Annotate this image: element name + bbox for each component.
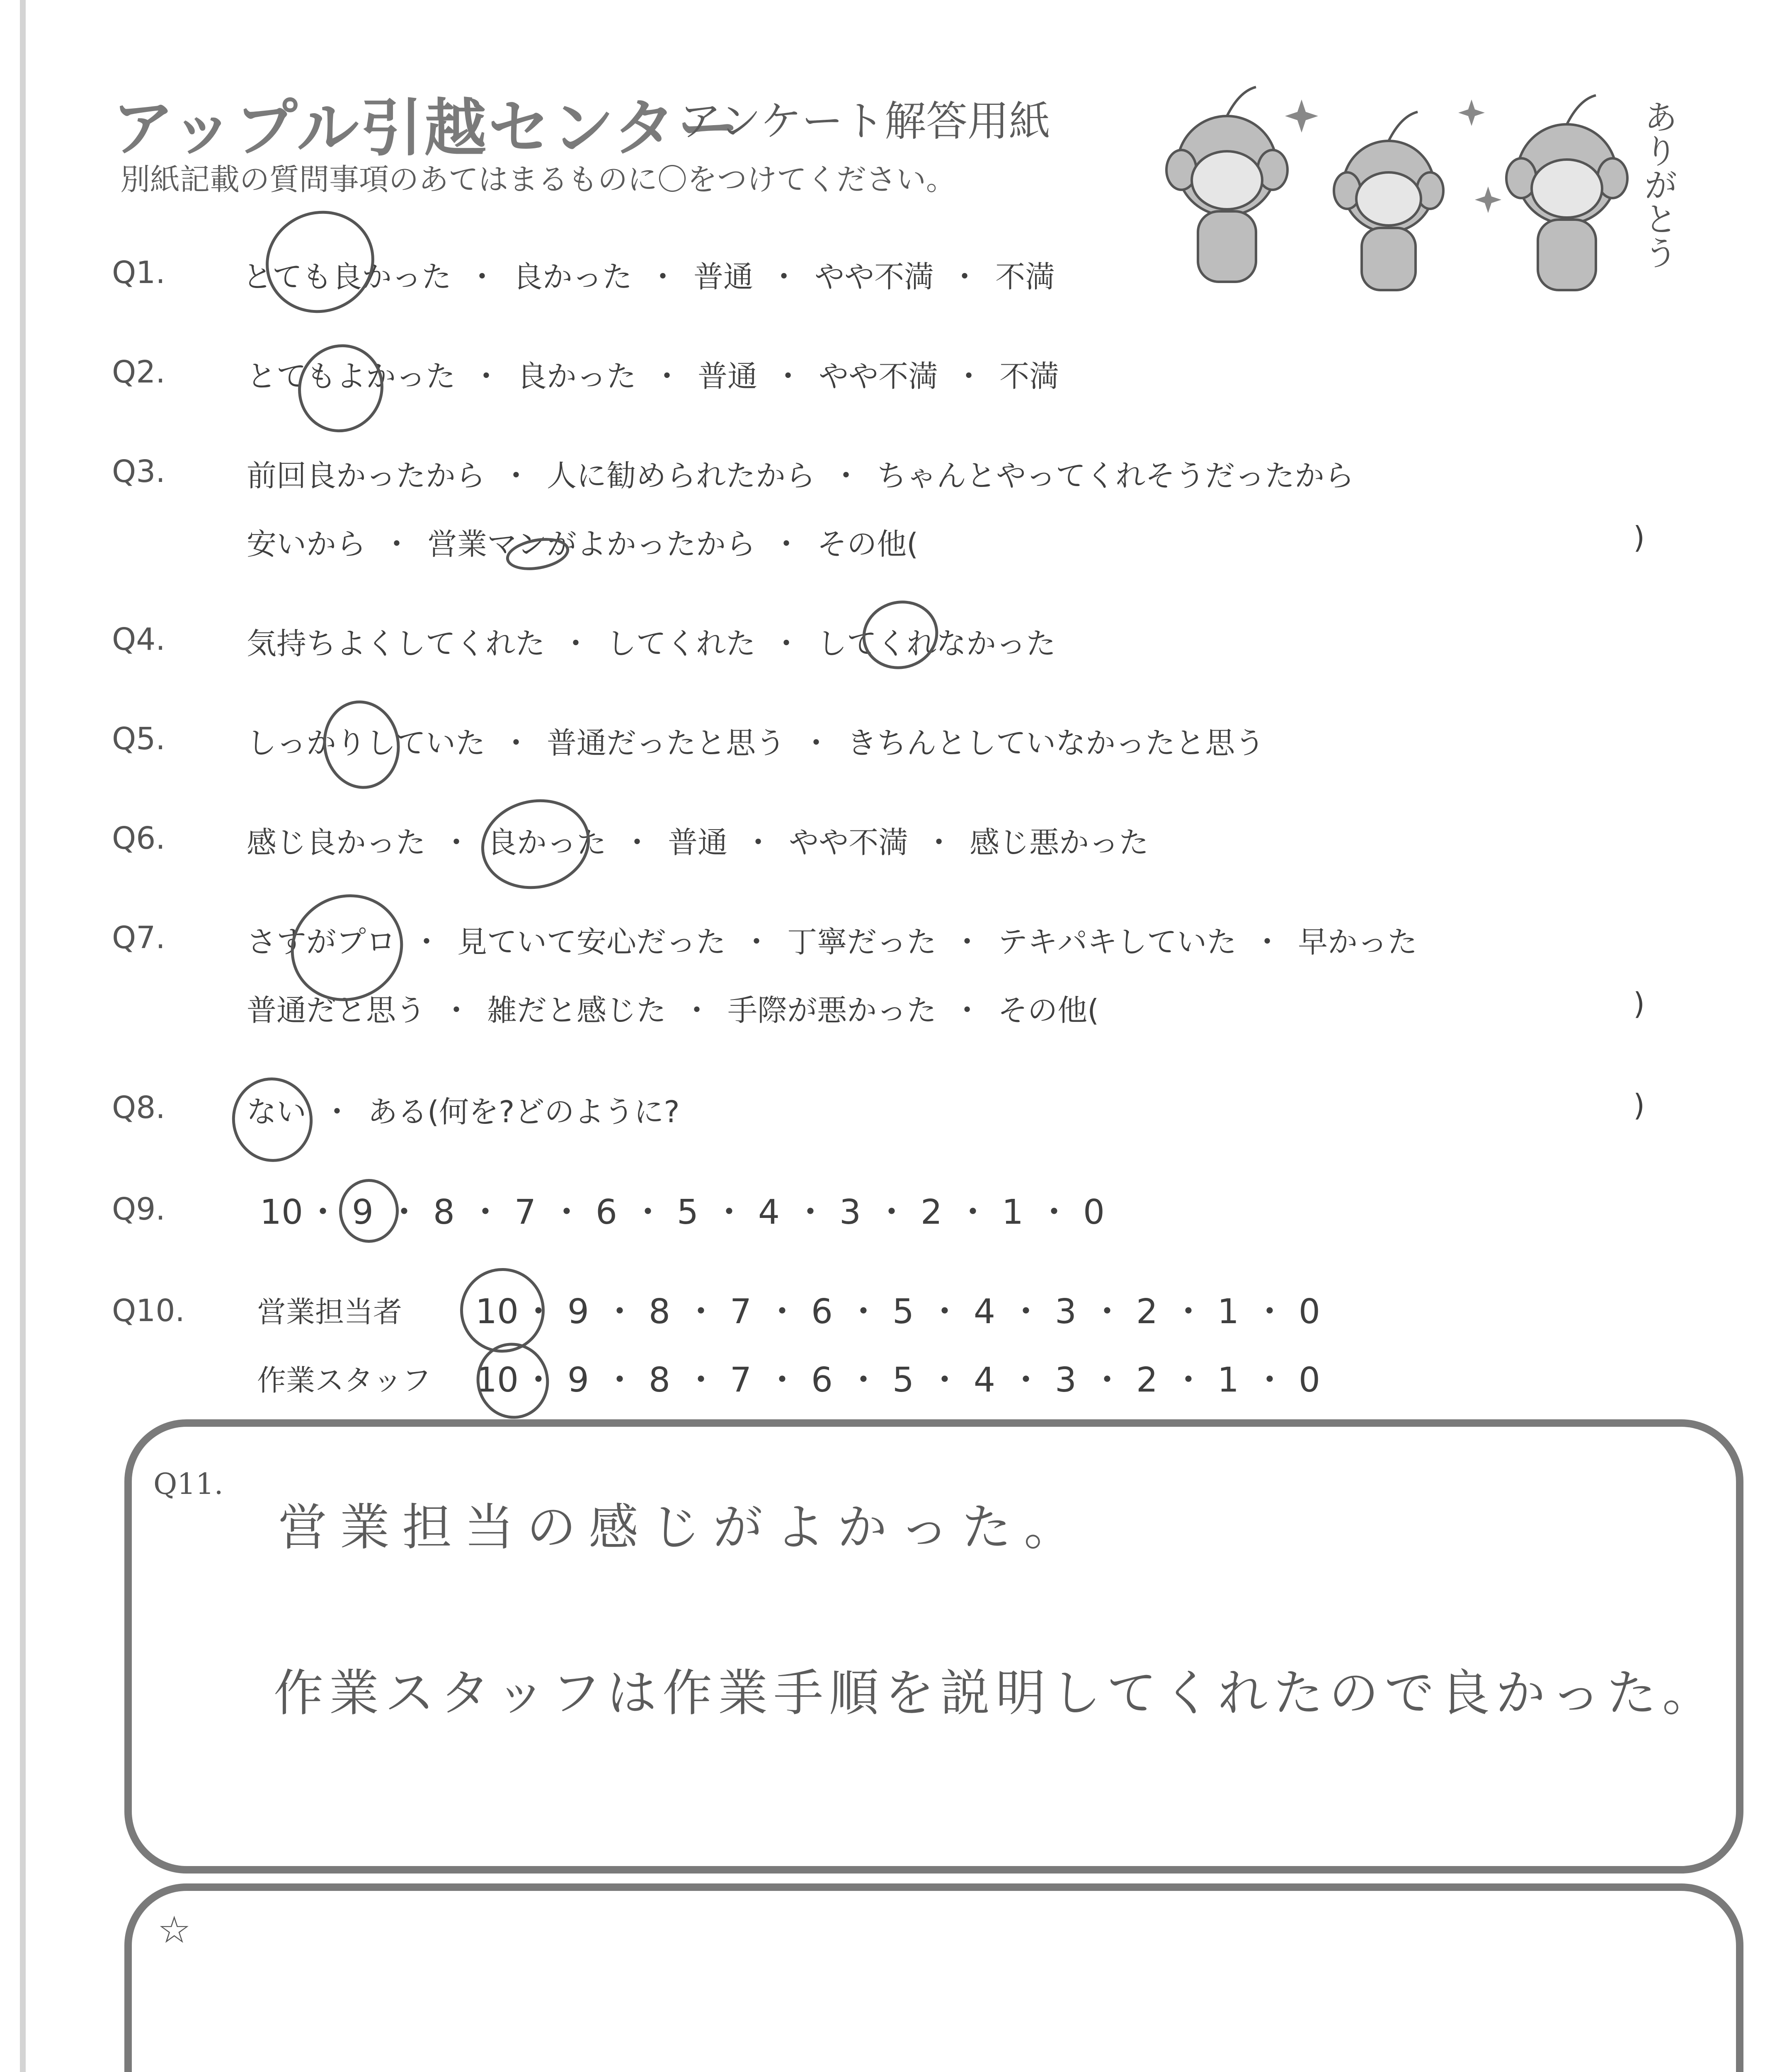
q6-option-3[interactable]: 普通 <box>668 825 728 860</box>
q5-selection-circle <box>316 695 407 795</box>
q10-sales-label: 営業担当者 <box>257 1295 402 1329</box>
q4-option-1[interactable]: 気持ちよくしてくれた <box>247 626 546 661</box>
q1-option-1[interactable]: とても良かった <box>242 259 452 294</box>
q10-staff-score-10[interactable]: 10 <box>475 1360 519 1400</box>
q3-number: Q3. <box>112 454 165 489</box>
q1-option-3[interactable]: 普通 <box>693 259 754 294</box>
q1-number: Q1. <box>112 255 165 290</box>
q10-staff-selection-circle <box>468 1335 558 1427</box>
q4-number: Q4. <box>112 622 165 657</box>
q2-option-4[interactable]: やや不満 <box>819 359 938 394</box>
q3-close-paren: ) <box>1633 520 1645 555</box>
q1-option-2[interactable]: 良かった <box>513 259 633 294</box>
instruction-text: 別紙記載の質問事項のあてはまるものに〇をつけてください。 <box>120 162 956 197</box>
q5-number: Q5. <box>112 721 165 757</box>
q7-number: Q7. <box>112 920 165 956</box>
q8-number: Q8. <box>112 1090 165 1126</box>
q4-options: 気持ちよくしてくれた ・ してくれた ・ してくれなかった <box>247 626 1056 661</box>
q10-sales-score-2[interactable]: 2 <box>1136 1292 1158 1331</box>
q9-score-10[interactable]: 10 <box>259 1193 303 1232</box>
q7-options-line1: さすがプロ ・ 見ていて安心だった ・ 丁寧だった ・ テキパキしていた ・ 早かった <box>247 925 1418 959</box>
q10-staff-score-9[interactable]: 9 <box>567 1360 589 1400</box>
q4-selection-circle <box>855 592 946 678</box>
q10-staff-score-0[interactable]: 0 <box>1298 1360 1321 1400</box>
q5-option-1[interactable]: しっかりしていた <box>247 726 486 760</box>
q10-staff-score-5[interactable]: 5 <box>892 1360 914 1400</box>
q2-option-5[interactable]: 不満 <box>999 359 1060 394</box>
q7-option-3[interactable]: 丁寧だった <box>787 925 937 959</box>
q8-selection-circle <box>225 1071 319 1169</box>
q3-option-2[interactable]: 人に勧められたから <box>547 458 816 493</box>
q10-sales-score-9[interactable]: 9 <box>567 1292 589 1331</box>
star-icon: ☆ <box>158 1908 191 1952</box>
q1-option-4[interactable]: やや不満 <box>815 259 934 294</box>
q9-score-5[interactable]: 5 <box>676 1193 699 1232</box>
q10-number: Q10. <box>112 1293 185 1329</box>
q9-score-7[interactable]: 7 <box>514 1193 536 1232</box>
q3-option-3[interactable]: ちゃんとやってくれそうだったから <box>877 458 1355 493</box>
q10-staff-score-3[interactable]: 3 <box>1055 1360 1077 1400</box>
comment-box[interactable] <box>124 1883 1743 2072</box>
q2-option-3[interactable]: 普通 <box>698 359 758 394</box>
q9-score-1[interactable]: 1 <box>1001 1193 1024 1232</box>
q7-option-2[interactable]: 見ていて安心だった <box>457 925 726 959</box>
q8-options: ない ・ ある(何を?どのように? <box>247 1094 680 1129</box>
q7-close-paren: ) <box>1633 986 1645 1021</box>
q5-option-3[interactable]: きちんとしていなかったと思う <box>847 726 1265 760</box>
q9-score-2[interactable]: 2 <box>920 1193 943 1232</box>
q3-options-line1: 前回良かったから ・ 人に勧められたから ・ ちゃんとやってくれそうだったから <box>247 458 1355 493</box>
q7-option-6[interactable]: 普通だと思う <box>247 993 426 1028</box>
q7-option-7[interactable]: 雑だと感じた <box>487 993 667 1028</box>
q7-options-line2: 普通だと思う ・ 雑だと感じた ・ 手際が悪かった ・ その他( <box>247 993 1099 1028</box>
monkey-1-icon <box>1166 87 1287 282</box>
q2-number: Q2. <box>112 354 165 390</box>
q7-option-8[interactable]: 手際が悪かった <box>727 993 937 1028</box>
company-name: アップル引越センター <box>112 92 741 165</box>
q10-sales-scale: 10・ 9 ・ 8 ・ 7 ・ 6 ・ 5 ・ 4 ・ 3 ・ 2 ・ 1 ・ 0 <box>473 1285 1334 1333</box>
q6-option-5[interactable]: 感じ悪かった <box>970 825 1149 860</box>
q2-option-2[interactable]: 良かった <box>517 359 637 394</box>
q10-staff-score-7[interactable]: 7 <box>730 1360 752 1400</box>
q11-number: Q11. <box>153 1467 223 1501</box>
q1-options: とても良かった ・ 良かった ・ 普通 ・ やや不満 ・ 不満 <box>242 259 1055 294</box>
q8-option-2[interactable]: ある(何を?どのように? <box>368 1094 680 1129</box>
q10-sales-score-6[interactable]: 6 <box>811 1292 833 1331</box>
q5-option-2[interactable]: 普通だったと思う <box>547 726 786 760</box>
monkey-mascots-icon <box>1148 75 1695 307</box>
q10-staff-score-1[interactable]: 1 <box>1217 1360 1239 1400</box>
mascot-caption: ありがとう <box>1638 99 1678 269</box>
q9-selection-circle <box>339 1179 399 1243</box>
q3-options-line2: 安いから ・ 営業マンがよかったから ・ その他( <box>247 527 919 562</box>
q10-staff-score-8[interactable]: 8 <box>648 1360 671 1400</box>
q10-sales-score-10[interactable]: 10 <box>475 1292 519 1331</box>
q1-selection-circle <box>251 196 389 328</box>
q9-score-9[interactable]: 9 <box>352 1193 374 1232</box>
q10-staff-scale: 10・ 9 ・ 8 ・ 7 ・ 6 ・ 5 ・ 4 ・ 3 ・ 2 ・ 1 ・ 0 <box>473 1353 1334 1402</box>
q10-sales-score-4[interactable]: 4 <box>973 1292 996 1331</box>
monkey-2-icon <box>1334 112 1443 290</box>
q3-option-6[interactable]: その他( <box>817 527 919 562</box>
q9-score-4[interactable]: 4 <box>758 1193 780 1232</box>
q10-sales-score-5[interactable]: 5 <box>892 1292 914 1331</box>
q11-answer-line1: 営業担当の感じがよかった。 <box>278 1499 1086 1556</box>
q9-number: Q9. <box>112 1191 165 1227</box>
q3-option-1[interactable]: 前回良かったから <box>247 458 486 493</box>
form-title: アンケート解答用紙 <box>680 97 1050 145</box>
q8-close-paren: ) <box>1633 1088 1645 1123</box>
q10-sales-score-1[interactable]: 1 <box>1217 1292 1239 1331</box>
q10-sales-score-0[interactable]: 0 <box>1298 1292 1321 1331</box>
q2-selection-circle <box>284 330 398 446</box>
q9-score-8[interactable]: 8 <box>433 1193 455 1232</box>
q10-staff-score-4[interactable]: 4 <box>973 1360 996 1400</box>
q4-option-2[interactable]: してくれた <box>606 626 756 661</box>
q7-option-9[interactable]: その他( <box>998 993 1099 1028</box>
q6-selection-circle <box>473 789 599 899</box>
q7-option-1[interactable]: さすがプロ <box>247 925 396 959</box>
q6-options: 感じ良かった ・ 良かった ・ 普通 ・ やや不満 ・ 感じ悪かった <box>247 825 1149 860</box>
q10-staff-score-6[interactable]: 6 <box>811 1360 833 1400</box>
q6-option-1[interactable]: 感じ良かった <box>247 825 426 860</box>
q9-score-0[interactable]: 0 <box>1083 1193 1105 1232</box>
q10-sales-score-3[interactable]: 3 <box>1055 1292 1077 1331</box>
q3-option-5[interactable]: 営業マンがよかったから <box>427 527 756 562</box>
q10-sales-score-7[interactable]: 7 <box>730 1292 752 1331</box>
q11-answer-line2: 作業スタッフは作業手順を説明してくれたので良かった。 <box>274 1665 1718 1722</box>
monkey-3-icon <box>1506 95 1627 290</box>
q2-options: とてもよかった ・ 良かった ・ 普通 ・ やや不満 ・ 不満 <box>247 359 1060 394</box>
scan-edge <box>20 0 26 2072</box>
q6-option-4[interactable]: やや不満 <box>789 825 909 860</box>
q3-option-4[interactable]: 安いから <box>247 527 366 562</box>
q5-options: しっかりしていた ・ 普通だったと思う ・ きちんとしていなかったと思う <box>247 726 1265 760</box>
q9-scale: 10・ 9 ・ 8 ・ 7 ・ 6 ・ 5 ・ 4 ・ 3 ・ 2 ・ 1 ・ 0 <box>257 1185 1118 1234</box>
q6-option-2[interactable]: 良かった <box>487 825 607 860</box>
q7-option-5[interactable]: 早かった <box>1298 925 1418 959</box>
q8-option-1[interactable]: ない <box>247 1094 307 1129</box>
q6-number: Q6. <box>112 821 165 856</box>
q7-option-4[interactable]: テキパキしていた <box>998 925 1237 959</box>
q10-staff-score-2[interactable]: 2 <box>1136 1360 1158 1400</box>
q10-staff-label: 作業スタッフ <box>257 1363 431 1397</box>
q10-sales-score-8[interactable]: 8 <box>648 1292 671 1331</box>
q1-option-5[interactable]: 不満 <box>995 259 1055 294</box>
q9-score-6[interactable]: 6 <box>595 1193 618 1232</box>
q4-option-3[interactable]: してくれなかった <box>817 626 1056 661</box>
q2-option-1[interactable]: とてもよかった <box>247 359 456 394</box>
q9-score-3[interactable]: 3 <box>839 1193 861 1232</box>
